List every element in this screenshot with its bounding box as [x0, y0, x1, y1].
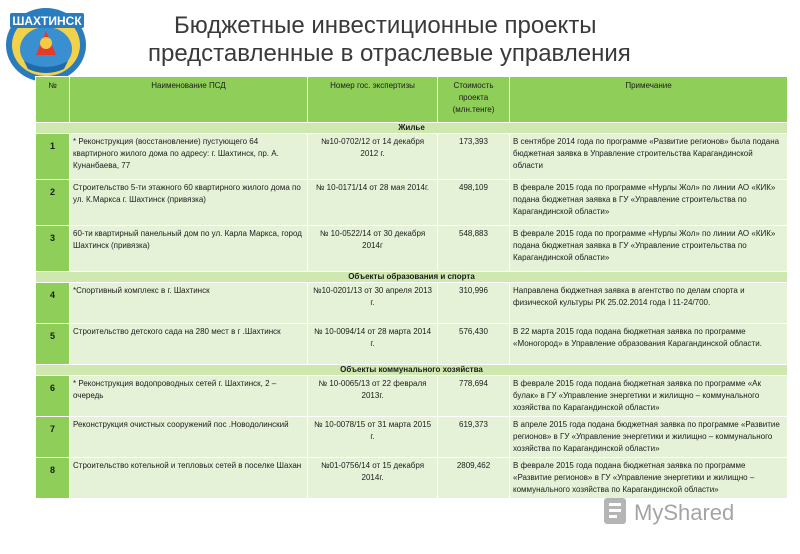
row-number: 5	[36, 324, 70, 365]
project-cost: 778,694	[438, 376, 510, 417]
project-cost: 2809,462	[438, 458, 510, 499]
table-header-row	[36, 77, 788, 123]
project-cost: 576,430	[438, 324, 510, 365]
row-number: 8	[36, 458, 70, 499]
expertise-number: № 10-0078/15 от 31 марта 2015 г.	[308, 417, 438, 458]
column-header-expertise: Номер гос. экспертизы	[308, 77, 438, 123]
project-name: 60-ти квартирный панельный дом по ул. Карла Маркса, город Шахтинск (привязка)	[70, 226, 308, 272]
row-number: 6	[36, 376, 70, 417]
project-name: * Реконструкция водопроводных сетей г. Шахтинск, 2 – очередь	[70, 376, 308, 417]
projects-table	[35, 76, 788, 499]
section-title: Объекты образования и спорта	[36, 272, 788, 283]
project-note: В апреле 2015 года подана бюджетная заявка по программе «Развитие регионов» в ГУ «Управление энергетики и жилищно – коммунального хозяйства по Карагандинской области»	[510, 417, 788, 458]
section-row-education	[36, 272, 788, 283]
table-row	[36, 417, 788, 458]
project-name: * Реконструкция (восстановление) пустующего 64 квартирного жилого дома по адресу: г. Шахтинск, пр. А. Кунанбаева, 77	[70, 134, 308, 180]
expertise-number: №10-0702/12 от 14 декабря 2012 г.	[308, 134, 438, 180]
project-cost: 548,883	[438, 226, 510, 272]
table-row	[36, 134, 788, 180]
section-title: Жилье	[36, 123, 788, 134]
row-number: 1	[36, 134, 70, 180]
project-note: В феврале 2015 года по программе «Нурлы Жол» по линии АО «КИК» подана бюджетная заявка в ГУ «Управление строительства по Карагандинской области»	[510, 180, 788, 226]
project-name: Строительство 5-ти этажного 60 квартирного жилого дома по ул. К.Маркса г. Шахтинск (привязка)	[70, 180, 308, 226]
project-cost: 498,109	[438, 180, 510, 226]
section-row-housing	[36, 123, 788, 134]
expertise-number: №10-0201/13 от 30 апреля 2013 г.	[308, 283, 438, 324]
project-note: Направлена бюджетная заявка в агентство по делам спорта и физической культуры РК 25.02.2014 года І 11-24/700.	[510, 283, 788, 324]
project-cost: 310,996	[438, 283, 510, 324]
project-cost: 173,393	[438, 134, 510, 180]
title-line-2: представленные в отраслевые управления	[148, 40, 631, 67]
row-number: 7	[36, 417, 70, 458]
city-emblem	[2, 3, 98, 83]
table-row	[36, 283, 788, 324]
column-header-number: №	[36, 77, 70, 123]
row-number: 2	[36, 180, 70, 226]
project-note: В феврале 2015 года подана бюджетная заявка по программе «Ак булак» в ГУ «Управление энергетики и жилищно – коммунального хозяйства по Карагандинской области»	[510, 376, 788, 417]
project-note: В 22 марта 2015 года подана бюджетная заявка по программе «Моногород» в Управление образования Карагандинской области.	[510, 324, 788, 365]
column-header-name: Наименование ПСД	[70, 77, 308, 123]
project-name: Реконструкция очистных сооружений пос .Новодолинский	[70, 417, 308, 458]
section-title: Объекты коммунального хозяйства	[36, 365, 788, 376]
row-number: 4	[36, 283, 70, 324]
project-note: В феврале 2015 года по программе «Нурлы Жол» по линии АО «КИК» подана бюджетная заявка в ГУ «Управление строительства по Карагандинской области»	[510, 226, 788, 272]
expertise-number: № 10-0065/13 от 22 февраля 2013г.	[308, 376, 438, 417]
emblem-text: ШАХТИНСК	[12, 14, 82, 28]
expertise-number: № 10-0522/14 от 30 декабря 2014г	[308, 226, 438, 272]
section-row-utilities	[36, 365, 788, 376]
project-note: В феврале 2015 года подана бюджетная заявка по программе «Развитие регионов» в ГУ «Управление энергетики и жилищно – коммунального хозяйства по Карагандинской области»	[510, 458, 788, 499]
row-number: 3	[36, 226, 70, 272]
project-name: Строительство детского сада на 280 мест в г .Шахтинск	[70, 324, 308, 365]
watermark-text: MyShared	[634, 500, 735, 525]
project-name: *Спортивный комплекс в г. Шахтинск	[70, 283, 308, 324]
table-row	[36, 376, 788, 417]
project-cost: 619,373	[438, 417, 510, 458]
project-name: Строительство котельной и тепловых сетей в поселке Шахан	[70, 458, 308, 499]
project-note: В сентябре 2014 года по программе «Развитие регионов» была подана бюджетная заявка в Управление строительства Карагандинской области	[510, 134, 788, 180]
column-header-note: Примечание	[510, 77, 788, 123]
expertise-number: № 10-0171/14 от 28 мая 2014г.	[308, 180, 438, 226]
table-row	[36, 324, 788, 365]
column-header-cost: Стоимость проекта (млн.тенге)	[438, 77, 510, 123]
expertise-number: №01-0756/14 от 15 декабря 2014г.	[308, 458, 438, 499]
table-row	[36, 180, 788, 226]
myshared-watermark	[600, 492, 770, 532]
table-row	[36, 226, 788, 272]
expertise-number: № 10-0094/14 от 28 марта 2014 г.	[308, 324, 438, 365]
page-title	[148, 12, 788, 68]
title-line-1: Бюджетные инвестиционные проекты	[174, 12, 597, 39]
